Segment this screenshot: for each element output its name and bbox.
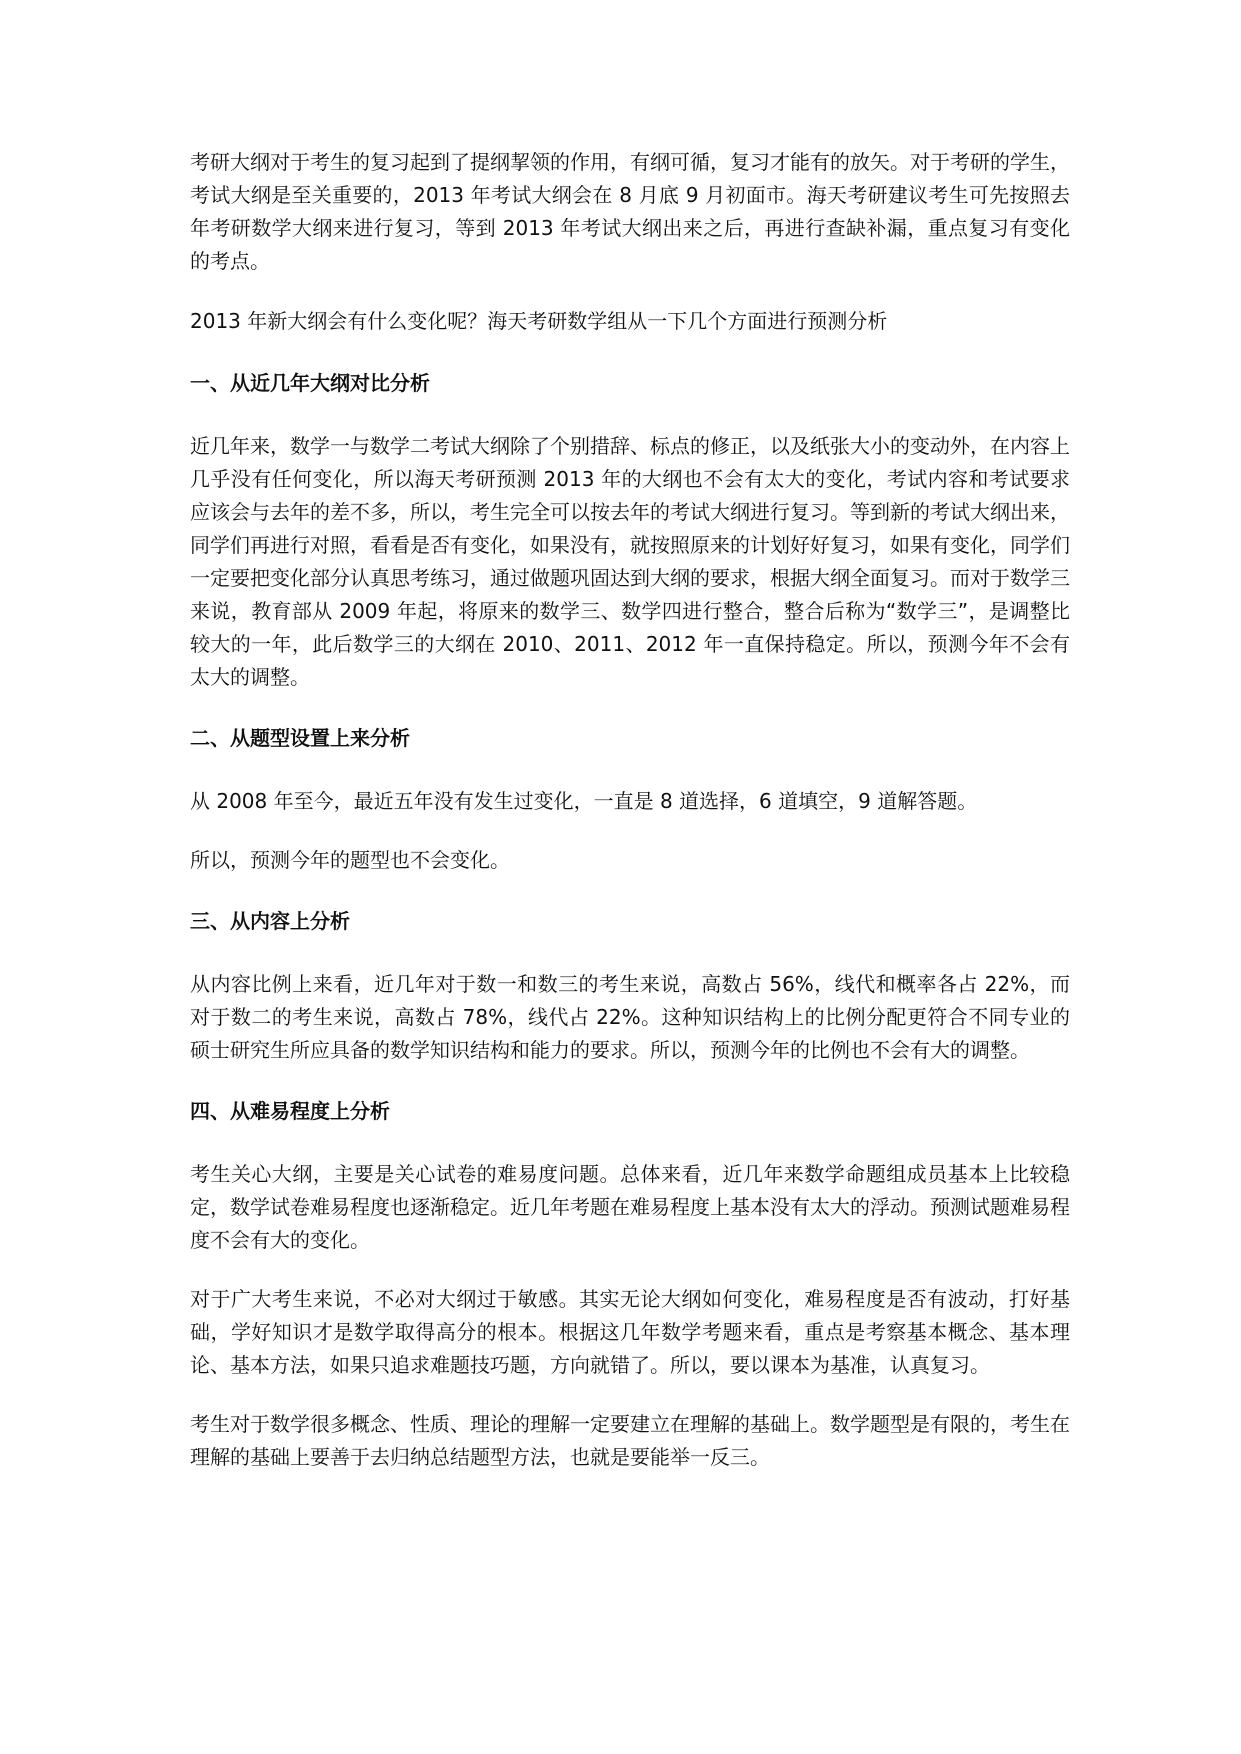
section-paragraph: 考生关心大纲，主要是关心试卷的难易度问题。总体来看，近几年来数学命题组成员基本上比较稳定，数学试卷难易程度也逐渐稳定。近几年考题在难易程度上基本没有太大的浮动。预测试题难易程度不会有大的变化。 xyxy=(190,1162,1070,1252)
intro-paragraph: 考研大纲对于考生的复习起到了提纲挈领的作用，有纲可循，复习才能有的放矢。对于考研的学生，考试大纲是至关重要的，2013 年考试大纲会在 8 月底 9 月初面市。海天考研建议考生可先按照去年考研数学大纲来进行复习，等到 2013 年考试大纲出来之后，再进行查缺补漏，重点复习有变化的考点。 xyxy=(190,150,1070,273)
section-heading: 三、从内容上分析 xyxy=(190,909,350,933)
section-paragraph: 近几年来，数学一与数学二考试大纲除了个别措辞、标点的修正，以及纸张大小的变动外，在内容上几乎没有任何变化，所以海天考研预测 2013 年的大纲也不会有太大的变化，考试内容和考试要求应该会与去年的差不多，所以，考生完全可以按去年的考试大纲进行复习。等到新的考试大纲出来，同学们再进行对照，看看是否有变化，如果没有，就按照原来的计划好好复习，如果有变化，同学们一定要把变化部分认真思考练习，通过做题巩固达到大纲的要求，根据大纲全面复习。而对于数学三来说，教育部从 2009 年起，将原来的数学三、数学四进行整合，整合后称为“数学三”，是调整比较大的一年，此后数学三的大纲在 2010、2011、2012 年一直保持稳定。所以，预测今年不会有太大的调整。 xyxy=(190,434,1070,689)
lead-paragraph: 2013 年新大纲会有什么变化呢？海天考研数学组从一下几个方面进行预测分析 xyxy=(190,309,888,333)
document-page xyxy=(190,146,1070,1502)
section-paragraph: 对于广大考生来说，不必对大纲过于敏感。其实无论大纲如何变化，难易程度是否有波动，打好基础，学好知识才是数学取得高分的根本。根据这几年数学考题来看，重点是考察基本概念、基本理论、基本方法，如果只追求难题技巧题，方向就错了。所以，要以课本为基准，认真复习。 xyxy=(190,1287,1070,1377)
section-content xyxy=(190,905,1070,1067)
section-paragraph: 所以，预测今年的题型也不会变化。 xyxy=(190,848,510,872)
section-paragraph: 从 2008 年至今，最近五年没有发生过变化，一直是 8 道选择，6 道填空，9 道解答题。 xyxy=(190,789,978,813)
section-question-types xyxy=(190,722,1070,877)
section-heading: 一、从近几年大纲对比分析 xyxy=(190,371,430,395)
section-difficulty xyxy=(190,1095,1070,1474)
section-heading: 四、从难易程度上分析 xyxy=(190,1099,390,1123)
section-outline-comparison xyxy=(190,367,1070,694)
section-paragraph: 考生对于数学很多概念、性质、理论的理解一定要建立在理解的基础上。数学题型是有限的，考生在理解的基础上要善于去归纳总结题型方法，也就是要能举一反三。 xyxy=(190,1412,1070,1469)
section-paragraph: 从内容比例上来看，近几年对于数一和数三的考生来说，高数占 56%，线代和概率各占 22%，而对于数二的考生来说，高数占 78%，线代占 22%。这种知识结构上的比例分配更符合不同专业的硕士研究生所应具备的数学知识结构和能力的要求。所以，预测今年的比例也不会有大的调整。 xyxy=(190,972,1070,1062)
section-heading: 二、从题型设置上来分析 xyxy=(190,726,410,750)
